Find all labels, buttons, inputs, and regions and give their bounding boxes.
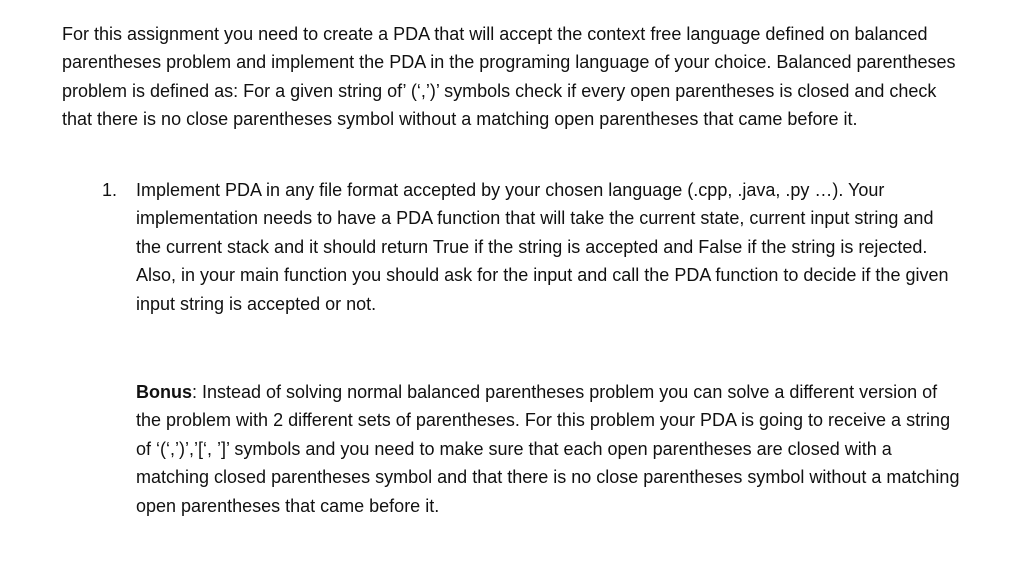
- numbered-list: [102, 176, 982, 318]
- bonus-paragraph: [136, 378, 966, 520]
- list-item-text: Implement PDA in any file format accepted by your chosen language (.cpp, .java, .py …). Your implementation needs to have a PDA function that will take the current state, current input string and the current stack and it should return True if the string is accepted and False if the string is rejected. Also, in your main function you should ask for the input and call the PDA function to decide if the given input string is accepted or not.: [136, 180, 949, 314]
- list-item-number: 1.: [102, 180, 118, 200]
- bonus-label: Bonus: [136, 382, 192, 402]
- intro-paragraph: For this assignment you need to create a PDA that will accept the context free language defined on balanced parentheses problem and implement the PDA in the programing language of your choice. Balanced parentheses problem is defined as: For a given string of’ (‘,’)’ symbols check if every open parentheses is closed and check that there is no close parentheses symbol without a matching open parentheses that came before it.: [62, 24, 956, 130]
- list-item: [102, 176, 982, 318]
- bonus-text: : Instead of solving normal balanced parentheses problem you can solve a different version of the problem with 2 different sets of parentheses. For this problem your PDA is going to receive a string of ‘(‘,’)’,’[‘, ’]’ symbols and you need to make sure that each open parentheses are closed with a matching closed parentheses symbol and that there is no close parentheses symbol without a matching open parentheses that came before it.: [136, 382, 960, 516]
